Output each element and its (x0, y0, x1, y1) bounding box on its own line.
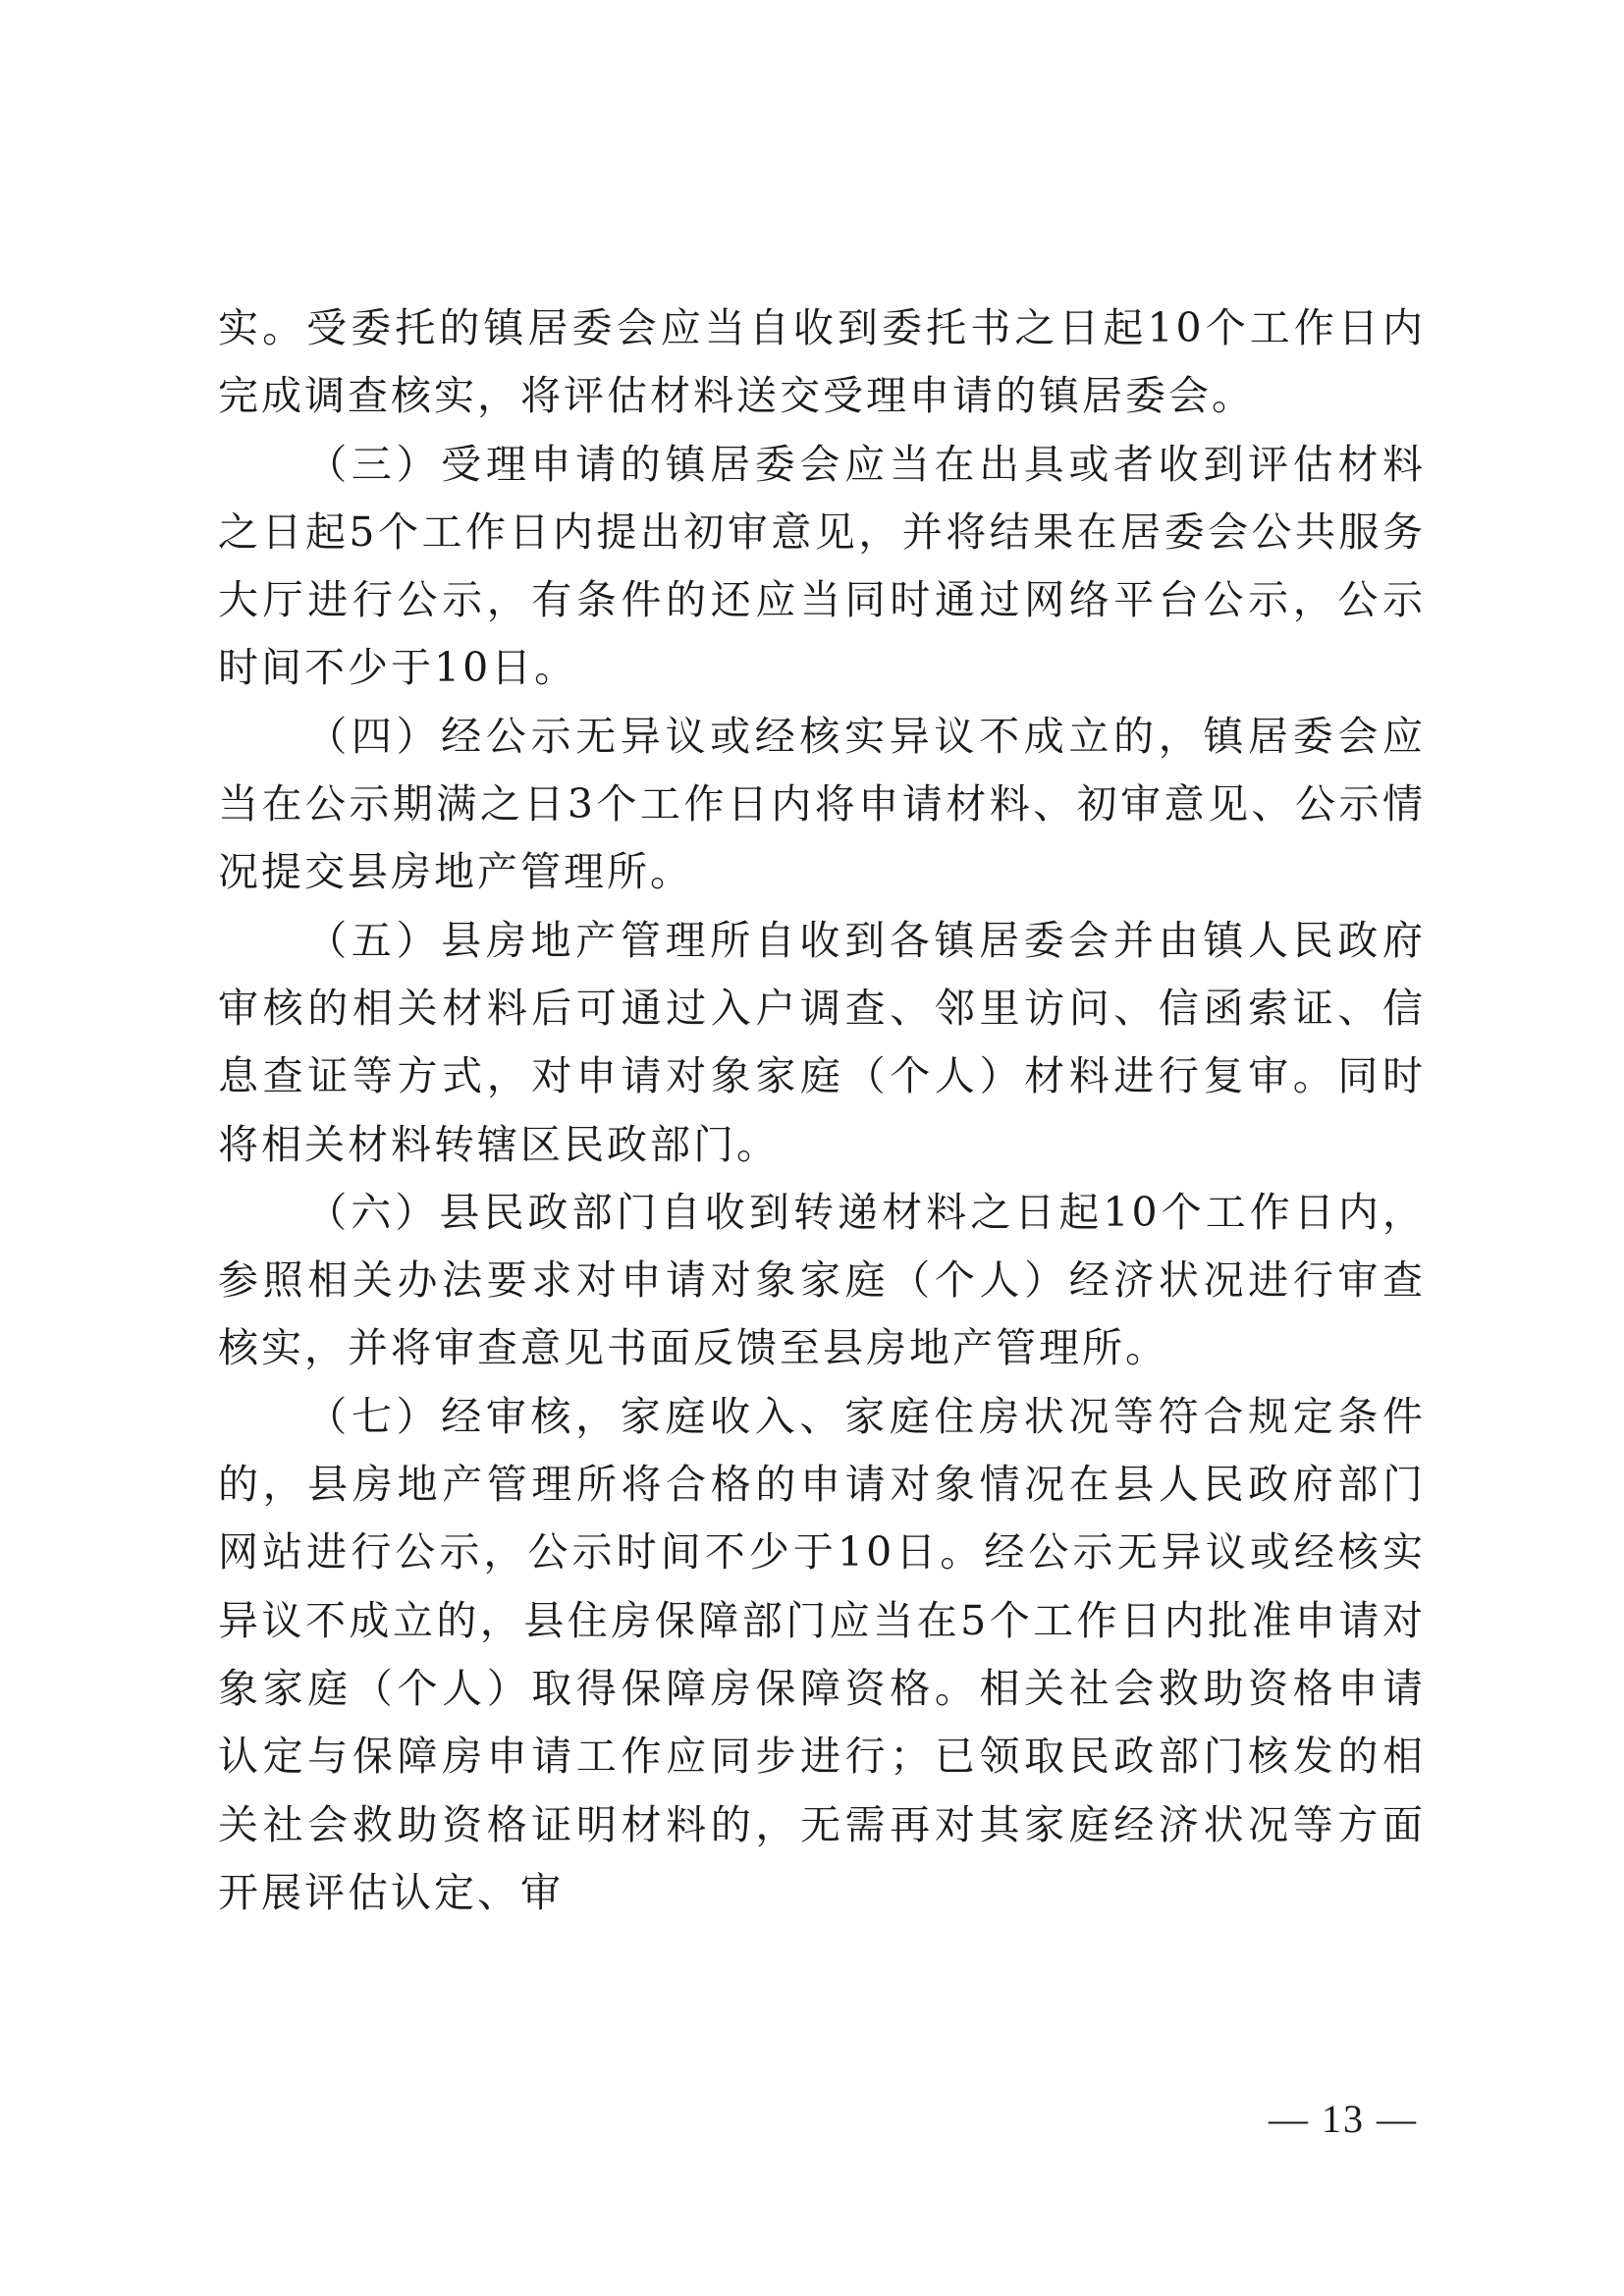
paragraph-item-7: （七）经审核，家庭收入、家庭住房状况等符合规定条件的，县房地产管理所将合格的申请对象情况在县人民政府部门网站进行公示，公示时间不少于10日。经公示无异议或经核实异议不成立的，县住房保障部门应当在5个工作日内批准申请对象家庭（个人）取得保障房保障资格。相关社会救助资格申请认定与保障房申请工作应同步进行；已领取民政部门核发的相关社会救助资格证明材料的，无需再对其家庭经济状况等方面开展评估认定、审 (218, 1392, 1426, 1916)
paragraph-item-6: （六）县民政部门自收到转递材料之日起10个工作日内，参照相关办法要求对申请对象家庭（个人）经济状况进行审查核实，并将审查意见书面反馈至县房地产管理所。 (218, 1188, 1426, 1372)
page-number: — 13 — (1269, 2097, 1418, 2141)
paragraph-item-5: （五）县房地产管理所自收到各镇居委会并由镇人民政府审核的相关材料后可通过入户调查、邻里访问、信函索证、信息查证等方式，对申请对象家庭（个人）材料进行复审。同时将相关材料转辖区民政部门。 (218, 916, 1426, 1168)
paragraph-item-4: （四）经公示无异议或经核实异议不成立的，镇居委会应当在公示期满之日3个工作日内将申请材料、初审意见、公示情况提交县房地产管理所。 (218, 712, 1426, 896)
paragraph-continuation: 实。受委托的镇居委会应当自收到委托书之日起10个工作日内完成调查核实，将评估材料送交受理申请的镇居委会。 (218, 304, 1426, 420)
paragraph-item-3: （三）受理申请的镇居委会应当在出具或者收到评估材料之日起5个工作日内提出初审意见，并将结果在居委会公共服务大厅进行公示，有条件的还应当同时通过网络平台公示，公示时间不少于10日。 (218, 440, 1426, 692)
body-text (218, 294, 1426, 1927)
